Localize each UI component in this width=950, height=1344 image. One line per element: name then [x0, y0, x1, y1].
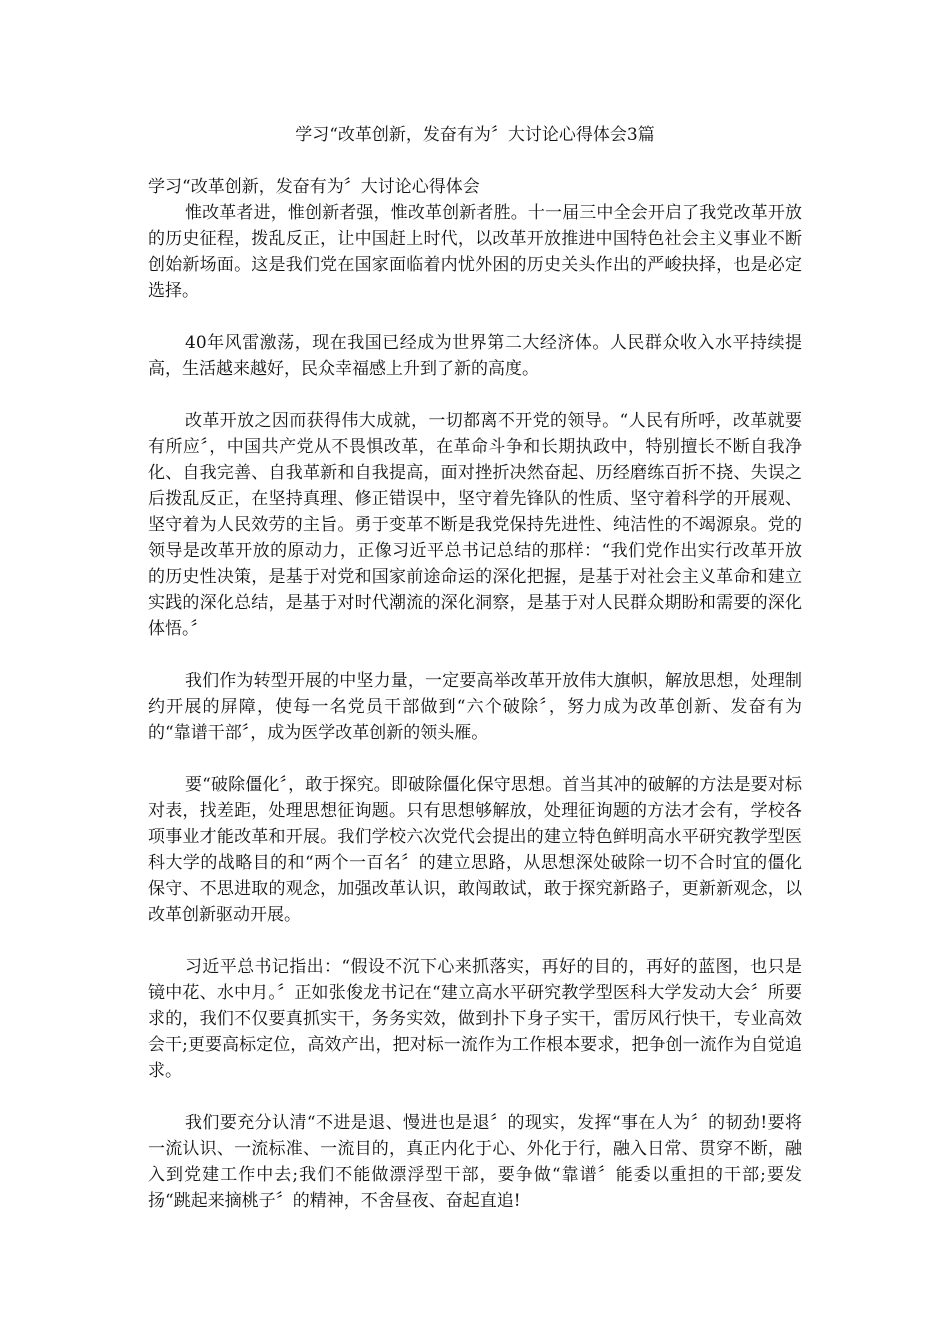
paragraph-3: 改革开放之因而获得伟大成就，一切都离不开党的领导。“人民有所呼，改革就要有所应〞，中国共产党从不畏惧改革，在革命斗争和长期执政中，特别擅长不断自我净化、自我完善、自我革新和自我提高，面对挫折决然奋起、历经磨练百折不挠、失误之后拨乱反正，在坚持真理、修正错误中，坚守着先锋队的性质、坚守着科学的开展观、坚守着为人民效劳的主旨。勇于变革不断是我党保持先进性、纯洁性的不竭源泉。党的领导是改革开放的原动力，正像习近平总书记总结的那样：“我们党作出实行改革开放的历史性决策，是基于对党和国家前途命运的深化把握，是基于对社会主义革命和建立实践的深化总结，是基于对时代潮流的深化洞察，是基于对人民群众期盼和需要的深化体悟。〞	[148, 411, 802, 639]
paragraph-7: 我们要充分认清“不进是退、慢进也是退〞的现实，发挥“事在人为〞的韧劲!要将一流认识、一流标准、一流目的，真正内化于心、外化于行，融入日常、贯穿不断，融入到党建工作中去;我们不能做漂浮型干部，要争做“靠谱〞能委以重担的干部;要发扬“跳起来摘桃子〞的精神，不舍昼夜、奋起直追!	[148, 1113, 802, 1211]
document-subtitle: 学习“改革创新，发奋有为〞大讨论心得体会	[148, 177, 480, 197]
document-body	[148, 200, 802, 1240]
paragraph-2: 40年风雷激荡，现在我国已经成为世界第二大经济体。人民群众收入水平持续提高，生活越来越好，民众幸福感上升到了新的高度。	[148, 333, 802, 379]
paragraph-4: 我们作为转型开展的中坚力量，一定要高举改革开放伟大旗帜，解放思想，处理制约开展的屏障，使每一名党员干部做到“六个破除〞，努力成为改革创新、发奋有为的“靠谱干部〞，成为医学改革创新的领头雁。	[148, 671, 802, 743]
paragraph-1: 惟改革者进，惟创新者强，惟改革创新者胜。十一届三中全会开启了我党改革开放的历史征程，拨乱反正，让中国赶上时代，以改革开放推进中国特色社会主义事业不断创始新场面。这是我们党在国家面临着内忧外困的历史关头作出的严峻抉择，也是必定选择。	[148, 203, 802, 301]
document-title: 学习“改革创新，发奋有为〞大讨论心得体会3篇	[295, 125, 655, 145]
paragraph-5: 要“破除僵化〞，敢于探究。即破除僵化保守思想。首当其冲的破解的方法是要对标对表，找差距，处理思想征询题。只有思想够解放，处理征询题的方法才会有，学校各项事业才能改革和开展。我们学校六次党代会提出的建立特色鲜明高水平研究教学型医科大学的战略目的和“两个一百名〞的建立思路，从思想深处破除一切不合时宜的僵化保守、不思进取的观念，加强改革认识，敢闯敢试，敢于探究新路子，更新新观念，以改革创新驱动开展。	[148, 775, 802, 925]
paragraph-6: 习近平总书记指出：“假设不沉下心来抓落实，再好的目的，再好的蓝图，也只是镜中花、水中月。〞正如张俊龙书记在“建立高水平研究教学型医科大学发动大会〞所要求的，我们不仅要真抓实干，务务实效，做到扑下身子实干，雷厉风行快干，专业高效会干;更要高标定位，高效产出，把对标一流作为工作根本要求，把争创一流作为自觉追求。	[148, 957, 802, 1081]
